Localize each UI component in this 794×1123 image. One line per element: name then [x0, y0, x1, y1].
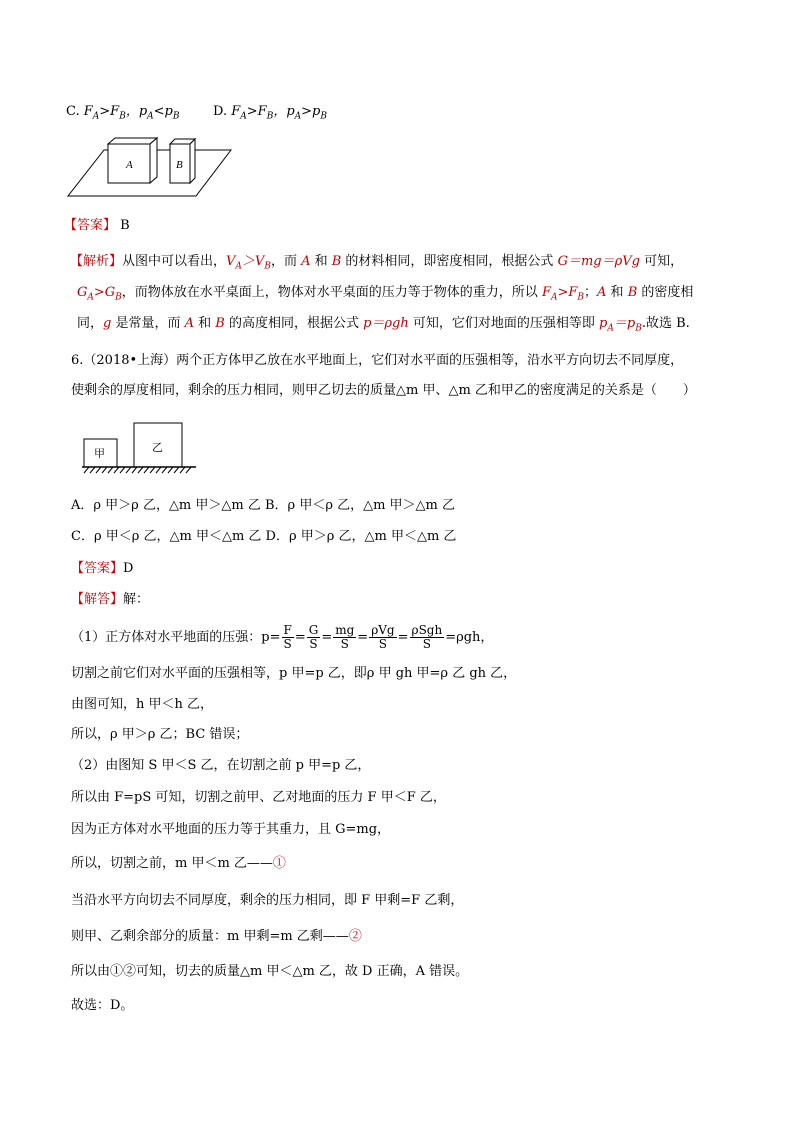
text: =ρgh，	[445, 630, 494, 645]
block-a-label: A	[126, 159, 133, 171]
math: V	[226, 254, 236, 269]
cube-jia-label: 甲	[94, 447, 105, 460]
math-sub: A	[550, 292, 558, 303]
answer-tag: 【答案】	[71, 561, 124, 576]
q6-line-d: （2）由图知 S 甲＜S 乙，在切割之前 p 甲=p 乙，	[71, 758, 371, 773]
hatch-mark	[180, 467, 185, 473]
text: ；	[584, 285, 598, 300]
math: G	[77, 285, 88, 300]
formula: p＝ρgh	[363, 316, 409, 331]
numerator: ρSgh	[411, 623, 443, 637]
fraction-g-s	[307, 624, 321, 651]
math-op: ，p	[125, 104, 148, 119]
q6-figure-cubes	[80, 420, 200, 476]
math: p	[599, 316, 608, 331]
fraction-f-s	[282, 624, 294, 651]
answer-value: B	[120, 218, 130, 233]
math: >F	[557, 285, 578, 300]
q6-step-1: （1）正方体对水平地面的压强：p= $\frac{F}{S}$ = $\frac{G}{S}$ = $\frac{mg}{S}$ = $\frac{\text{ρVg}}{S}$ = $\frac{\text{ρSgh}}{S}$ =ρgh，	[71, 623, 494, 651]
text: 是常量，而	[111, 316, 185, 331]
answer-tag: 【答案】	[64, 218, 117, 233]
text: 的高度相同，根据公式	[224, 316, 364, 331]
math-op: <p	[153, 104, 173, 119]
q6-line-f: 因为正方体对水平地面的压力等于其重力，且 G=mg，	[71, 822, 391, 837]
math-sub: A	[87, 292, 94, 303]
text: 的密度相	[637, 285, 694, 300]
hatch-mark	[174, 467, 179, 473]
text: 和	[194, 316, 216, 331]
fraction-mg-s	[333, 624, 356, 651]
math-sub: A	[294, 111, 302, 122]
math: B	[627, 285, 638, 300]
math: g	[103, 316, 112, 331]
denominator: S	[422, 637, 431, 651]
analysis-tag: 【解析】	[70, 254, 123, 269]
math-op: >p	[301, 104, 321, 119]
math: A	[184, 316, 194, 331]
formula: G＝mg＝ρVg	[557, 254, 640, 269]
math-sub: A	[147, 111, 154, 122]
math: B	[331, 254, 342, 269]
text: 可知，	[639, 254, 684, 269]
q6-line-g	[71, 856, 286, 872]
hatch-mark	[108, 467, 113, 473]
hatch-mark	[120, 467, 125, 473]
q6-line-a: 切割之前它们对水平面的压强相等，p 甲=p 乙，即ρ 甲 gh 甲=ρ 乙 gh 乙，	[71, 666, 517, 681]
q6-options-line-1: A．ρ 甲＞ρ 乙，△m 甲＞△m 乙 B．ρ 甲＜ρ 乙，△m 甲＞△m 乙	[71, 498, 456, 513]
math: A	[301, 254, 311, 269]
math: A	[597, 285, 607, 300]
block-b-label: B	[176, 159, 183, 171]
math: B	[215, 316, 225, 331]
q6-line-b: 由图可知，h 甲＜h 乙，	[71, 697, 214, 712]
hatch-mark	[156, 467, 161, 473]
math-var: F	[231, 104, 241, 119]
math-sub: A	[607, 323, 614, 334]
text: ，而物体放在水平桌面上，物体对水平桌面的压力等于物体的重力，所以	[121, 285, 542, 300]
text: 和	[606, 285, 628, 300]
text: 和	[310, 254, 332, 269]
hatch-mark	[102, 467, 107, 473]
q6-answer	[71, 561, 133, 577]
q5-analysis-line-3	[77, 316, 690, 337]
circled-mark: ①	[272, 856, 286, 871]
math-sub: B	[115, 292, 122, 303]
numerator: ρVg	[371, 623, 395, 637]
hatch-mark	[150, 467, 155, 473]
fraction-rhovg-s	[369, 624, 396, 651]
math-op: >F	[246, 104, 267, 119]
hatch-mark	[168, 467, 173, 473]
math-sub: B	[266, 111, 274, 122]
math-sub: A	[92, 111, 100, 122]
hatch-mark	[90, 467, 95, 473]
hatch-mark	[186, 467, 191, 473]
numerator: F	[283, 623, 292, 637]
block-a-side	[150, 138, 157, 183]
q6-line-k: 故选：D。	[71, 998, 134, 1013]
text: 从图中可以看出，	[122, 254, 227, 269]
numerator: mg	[335, 623, 355, 637]
math-sub: B	[264, 261, 271, 272]
fraction-rhosgh-s	[410, 624, 445, 651]
ground-hatching	[84, 467, 191, 473]
math-sub: B	[172, 111, 180, 122]
hatch-mark	[114, 467, 119, 473]
hatch-mark	[84, 467, 89, 473]
math-op: >F	[99, 104, 120, 119]
option-label: C.	[66, 104, 84, 119]
text: 可知，它们对地面的压强相等即	[408, 316, 600, 331]
math: >G	[93, 285, 116, 300]
denominator: S	[378, 637, 388, 651]
q6-line-c: 所以，ρ 甲＞ρ 乙；BC 错误；	[71, 727, 249, 742]
hatch-mark	[144, 467, 149, 473]
q6-line-e: 所以由 F=pS 可知，切割之前甲、乙对地面的压力 F 甲＜F 乙，	[71, 790, 446, 805]
text: 的材料相同，即密度相同，根据公式	[341, 254, 558, 269]
block-b-side	[190, 139, 195, 183]
denominator: S	[340, 637, 349, 651]
math: ＞V	[241, 254, 265, 269]
q6-stem-line-1: 6.（2018•上海）两个正方体甲乙放在水平地面上，它们对水平面的压强相等，沿水平方向切去不同厚度，	[71, 353, 684, 368]
math-op: ，p	[273, 104, 295, 119]
math-sub: B	[320, 111, 327, 122]
q6-line-i	[71, 929, 362, 945]
hatch-mark	[126, 467, 131, 473]
q5-option-c	[66, 104, 180, 125]
text: 同，	[77, 316, 104, 331]
math-sub: B	[577, 292, 585, 303]
text: 所以，切割之前，m 甲＜m 乙——	[71, 856, 273, 871]
solution-label: 解：	[123, 592, 150, 607]
q6-options-line-2: C．ρ 甲＜ρ 乙，△m 甲＜△m 乙 D．ρ 甲＞ρ 乙，△m 甲＜△m 乙	[71, 529, 457, 544]
option-label: D.	[213, 104, 232, 119]
text: （1）正方体对水平地面的压强：p=	[71, 630, 281, 645]
circled-mark: ②	[348, 929, 362, 944]
math-sub: A	[235, 261, 242, 272]
q5-analysis-line-2	[77, 285, 693, 306]
math-sub: B	[635, 323, 642, 334]
hatch-mark	[96, 467, 101, 473]
text: .故选 B.	[641, 316, 690, 331]
block-a-top	[108, 138, 157, 144]
math-sub: A	[240, 111, 247, 122]
q5-analysis-line-1	[70, 254, 683, 275]
denominator: S	[309, 637, 318, 651]
q5-answer	[64, 218, 130, 234]
math-sub: B	[119, 111, 126, 122]
q6-line-h: 当沿水平方向切去不同厚度，剩余的压力相同，即 F 甲剩=F 乙剩，	[71, 893, 464, 908]
q6-solution-heading	[71, 592, 149, 608]
text: 则甲、乙剩余部分的质量：m 甲剩=m 乙剩——	[71, 929, 349, 944]
text: ，而	[270, 254, 302, 269]
answer-value: D	[123, 561, 134, 576]
solution-tag: 【解答】	[71, 592, 124, 607]
cube-yi-label: 乙	[152, 441, 163, 454]
hatch-mark	[162, 467, 167, 473]
math: F	[541, 285, 551, 300]
q6-stem-line-2: 使剩余的厚度相同，剩余的压力相同，则甲乙切去的质量△m 甲、△m 乙和甲乙的密度满足的关系是（ ）	[71, 383, 696, 398]
q5-figure-blocks	[66, 130, 236, 200]
hatch-mark	[132, 467, 137, 473]
hatch-mark	[138, 467, 143, 473]
denominator: S	[283, 637, 292, 651]
q6-line-j: 所以由①②可知，切去的质量△m 甲＜△m 乙，故 D 正确，A 错误。	[71, 964, 469, 979]
q5-option-d	[213, 104, 327, 125]
math-var: F	[83, 104, 93, 119]
numerator: G	[308, 623, 319, 637]
math: ＝p	[613, 316, 636, 331]
